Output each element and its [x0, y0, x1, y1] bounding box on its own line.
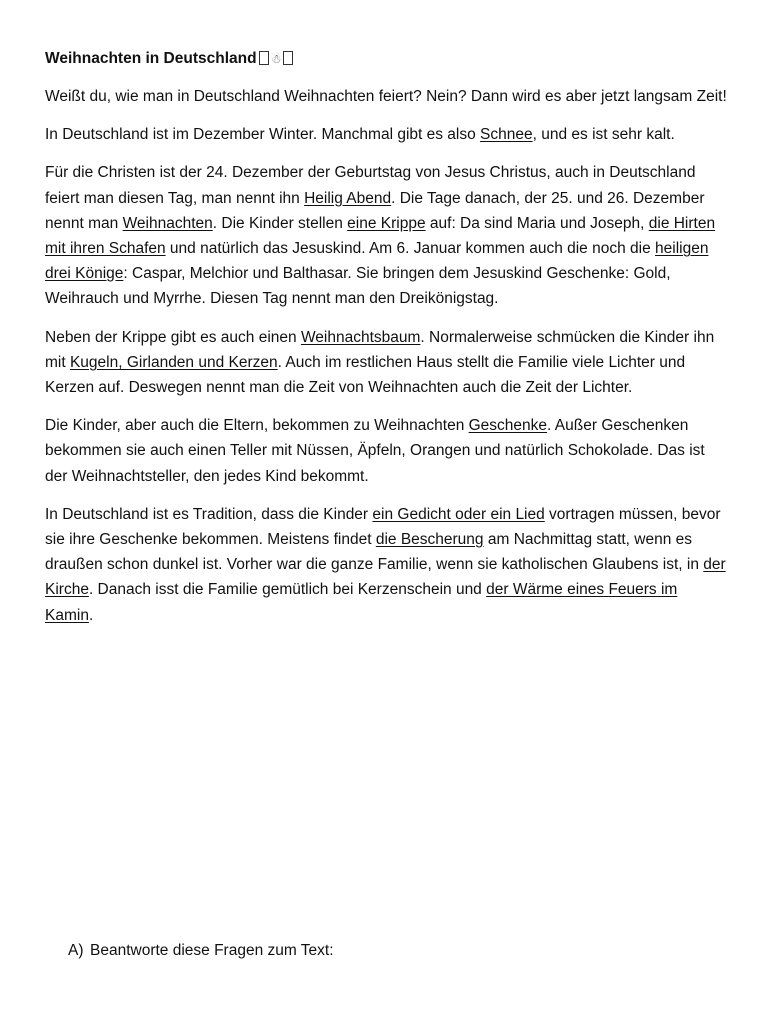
underlined-term: die Hirten mit ihren Schafen	[45, 214, 716, 258]
question-marker: A)	[68, 942, 84, 959]
missing-glyph-icon	[259, 51, 269, 65]
question-heading	[68, 938, 334, 963]
document-title-text: Weihnachten in Deutschland	[45, 50, 257, 67]
document-body	[45, 46, 729, 641]
underlined-term: Weihnachtsbaum	[300, 328, 421, 346]
underlined-term: Kugeln, Girlanden und Kerzen	[69, 353, 278, 371]
underlined-term: eine Krippe	[347, 214, 426, 232]
paragraph	[45, 84, 729, 109]
paragraph-text: , und es ist sehr kalt.	[532, 126, 675, 144]
underlined-term: Heilig Abend	[304, 189, 392, 207]
underlined-term: Geschenke	[468, 417, 548, 435]
missing-glyph-icon	[283, 51, 293, 65]
paragraph-text: : Caspar, Melchior und Balthasar. Sie bringen dem Jesuskind Geschenke: Gold, Weihrauch und Myrrhe. Diesen Tag nennt man den Dreikönigstag.	[45, 265, 671, 308]
underlined-term: Schnee	[480, 126, 533, 144]
paragraph	[45, 325, 729, 401]
paragraph	[45, 502, 729, 628]
paragraph-text: Die Kinder, aber auch die Eltern, bekommen zu Weihnachten	[45, 417, 469, 435]
document-title	[45, 46, 729, 72]
paragraph-text: auf: Da sind Maria und Joseph,	[425, 214, 649, 232]
paragraph-text: Neben der Krippe gibt es auch einen	[45, 328, 301, 346]
paragraph-list	[45, 84, 729, 628]
underlined-term: Weihnachten	[122, 214, 213, 232]
question-text: Beantworte diese Fragen zum Text:	[90, 942, 334, 959]
paragraph-text: . Danach isst die Familie gemütlich bei Kerzenschein und	[88, 581, 487, 599]
paragraph	[45, 122, 729, 147]
paragraph-text: Für die Christen ist der 24. Dezember der Geburtstag von Jesus Christus, auch in Deutschland feiert man diesen Tag, man nennt ihn	[45, 164, 696, 207]
paragraph-text: am Nachmittag statt, wenn es draußen schon dunkel ist. Vorher war die ganze Familie, wenn sie katholischen Glaubens ist, in	[45, 531, 704, 574]
underlined-term: ein Gedicht oder ein Lied	[372, 505, 545, 523]
paragraph-text: und natürlich das Jesuskind. Am 6. Januar kommen auch die noch die	[165, 240, 656, 258]
paragraph-text: . Normalerweise schmücken die Kinder ihn mit	[45, 328, 715, 371]
paragraph	[45, 160, 729, 311]
paragraph	[45, 413, 729, 489]
paragraph-text: .	[88, 606, 94, 624]
paragraph-text: . Auch im restlichen Haus stellt die Familie viele Lichter und Kerzen auf. Deswegen nennt man die Zeit von Weihnachten auch die Zeit der Lichter.	[45, 353, 686, 397]
underlined-term: die Bescherung	[375, 531, 484, 549]
underlined-term: der Kirche	[45, 556, 726, 599]
underlined-term: heiligen drei Könige	[45, 240, 709, 283]
underlined-term: der Wärme eines Feuers im Kamin	[45, 581, 678, 624]
paragraph-text: . Die Tage danach, der 25. und 26. Dezember nennt man	[45, 189, 705, 232]
snowman-icon: ☃	[270, 52, 282, 66]
paragraph-text: In Deutschland ist im Dezember Winter. Manchmal gibt es also	[45, 126, 481, 144]
paragraph-text: Weißt du, wie man in Deutschland Weihnachten feiert? Nein? Dann wird es aber jetzt langsam Zeit!	[45, 88, 727, 105]
paragraph-text: In Deutschland ist es Tradition, dass die Kinder	[45, 505, 373, 523]
paragraph-text: vortragen müssen, bevor sie ihre Geschenke bekommen. Meistens findet	[45, 505, 721, 549]
paragraph-text: . Außer Geschenken bekommen sie auch einen Teller mit Nüssen, Äpfeln, Orangen und natürlich Schokolade. Das ist der Weihnachtsteller, den jedes Kind bekommt.	[45, 417, 705, 485]
paragraph-text: . Die Kinder stellen	[212, 214, 348, 232]
